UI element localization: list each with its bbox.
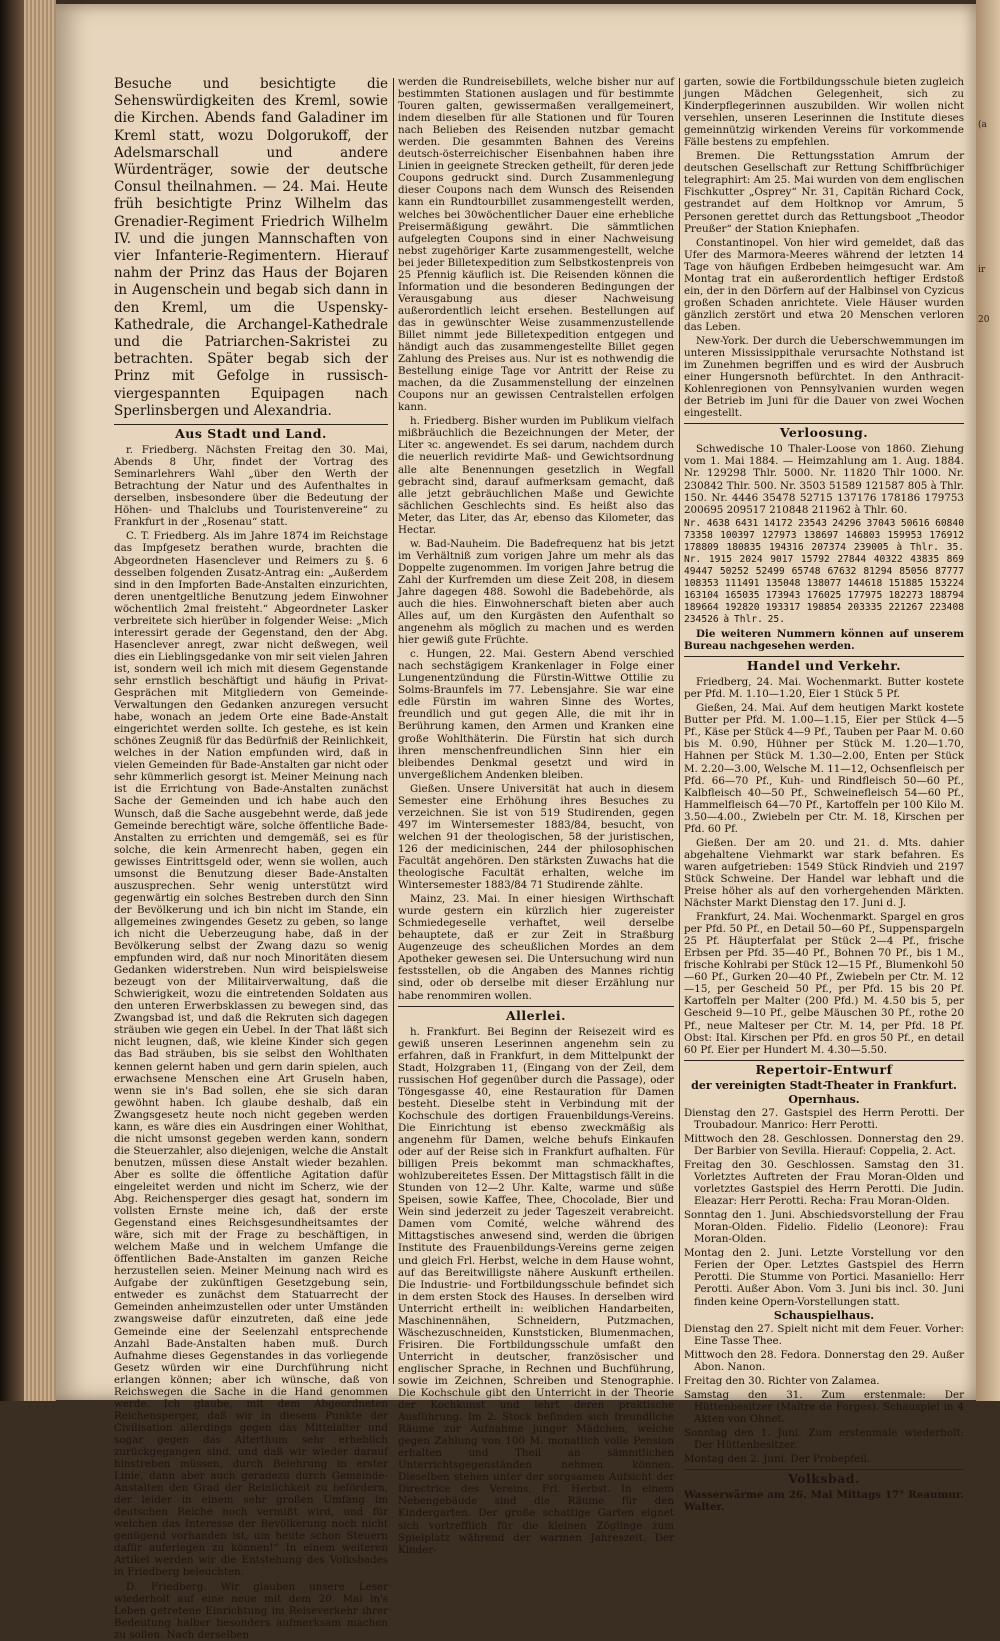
article: D. Friedberg. Wir glauben unsere Leser wiederholt auf eine neue mit dem 20. Mai in's Leben getretene Einrichtung im Reiseverkehr ihrer Bedeutung halber besonders aufmerksam machen zu sollen. Nach derselben bbox=[114, 1580, 388, 1641]
next-page-strip bbox=[976, 0, 1000, 1401]
article-continued: werden die Rundreisebillets, welche bisher nur auf bestimmten Stationen auslagen und für bestimmte Touren galten, gewissermaßen verallgemeinert, indem dieselben für alle Stationen und für Touren nach Belieben des Reisenden nutzbar gemacht werden. Die gesammten Bahnen des Vereins deutsch-österreichischer Eisenbahnen haben ihre Linien in geeignete Strecken getheilt, für deren jede Coupons gedruckt sind. Durch Zusammenlegung dieser Coupons nach dem Wunsch des Reisenden kann ein Rundtourbillet zusammengestellt werden, welches bei 30wöchentlicher Dauer eine erhebliche Preisermäßigung gewährt. Die sämmtlichen aufgelegten Coupons sind in einer Nachweisung nebst zugehöriger Karte zusammengestellt, welche bei jeder Billetexpedition zum Selbstkostenpreis von 25 Pfennig käuflich ist. Die Reisenden können die Information und die besonderen Bedingungen der Verausgabung aus dieser Nachweisung außerordentlich leicht ersehen. Bestellungen auf das in gewünschter Weise zusammenzustellende Billet nimmt jede Billetexpedition entgegen und händigt auch das zusammengestellte Billet gegen Zahlung des Preises aus. Nur ist es nothwendig die Bestellung einige Tage vor Antritt der Reise zu machen, da die Zusammenstellung der einzelnen Coupons nur an gewissen Centralstellen erfolgen kann. bbox=[398, 76, 674, 414]
market-report: Frankfurt, 24. Mai. Wochenmarkt. Spargel en gros per Pfd. 50 Pf., en Detail 50—60 Pf., Suppenspargeln 25 Pf. Häupterfalat per Stück 2—4 Pf., frische Erbsen per Pfd. 35—40 Pf., Bohnen 70 Pf., bis 1 M., frische Kohlrabi per Stück 12—15 Pf., Blumenkohl 50—60 Pf., Gurken 20—40 Pf., Zwiebeln per Ctr. M. 12—15, per Gescheid 50 Pf., per Pfd. 15 bis 20 Pf. Kartoffeln per Malter (200 Pfd.) M. 4.50 bis 5, per Gescheid 9—10 Pf., gelbe Mäuschen 30 Pf., rothe 20 Pf., neue Malteser per Ctr. M. 14, per Pfd. 18 Pf. Obst: Ital. Kirschen per Pfd. en gros 50 Pf., en detail 60 Pf. Eier per Hundert M. 4.30—5.50. bbox=[684, 911, 964, 1056]
schedule-entry: Dienstag den 27. Spielt nicht mit dem Feuer. Vorher: Eine Tasse Thee. bbox=[684, 1322, 964, 1347]
column-3 bbox=[684, 76, 964, 1514]
volksbad-note: Wasserwärme am 26. Mai Mittags 17° Reaumur. Walter. bbox=[684, 1489, 964, 1514]
schedule-entry: Sonntag den 1. Juni. Zum erstenmale wiederholt: Der Hüttenbesitzer. bbox=[684, 1426, 964, 1452]
page-stack-edge bbox=[24, 0, 56, 1401]
schedule-entry: Dienstag den 27. Gastspiel des Herrn Perotti. Der Troubadour. Manrico: Herr Perotti. bbox=[684, 1106, 964, 1131]
edge-fragment: ir bbox=[978, 265, 986, 275]
book-binding bbox=[0, 0, 24, 1401]
article: Bremen. Die Rettungsstation Amrum der deutschen Gesellschaft zur Rettung Schiffbrüchiger telegraphirt: Am 25. Mai wurden von dem englischen Fischkutter „Osprey“ Nr. 31, Capitän Richard Cock, gestrandet auf dem Holtknop vor Amrum, 5 Personen gerettet durch das Rettungsboot „Theodor Preußer“ der Station Kniephafen. bbox=[684, 150, 964, 235]
article: w. Bad-Nauheim. Die Badefrequenz hat bis jetzt im Verhältniß zum vorigen Jahre um mehr als das Doppelte zugenommen. Im vorigen Jahre betrug die Zahl der Kurfremden um diese Zeit 208, in diesem Jahre dagegen 488. Sowohl die Badebehörde, als auch die hies. Einwohnerschaft bieten aber auch Alles auf, um den Kurgästen den Aufenthalt so angenehm als möglich zu machen und es werden hier gewiß gute Früchte. bbox=[398, 537, 674, 647]
lottery-numbers: Nr. 4638 6431 14172 23543 24296 37043 50616 60840 73358 100397 127973 138697 146803 159953 176912 178809 180835 194316 207374 239005 à Thlr. 35. Nr. 1915 2024 9017 15792 27844 40322 43835 869 49447 50252 52499 65748 67632 81294 85056 87777 108353 111491 135048 138077 144618 151885 153224 163104 165035 173943 176025 177975 182273 188794 189664 192820 193317 198854 203335 221267 223408 234526 à Thlr. 25. bbox=[684, 517, 964, 626]
opernhaus-heading: Opernhaus. bbox=[788, 1092, 860, 1106]
column-rule bbox=[679, 78, 680, 1384]
lottery-note: Die weiteren Nummern können auf unserem Bureau nachgesehen werden. bbox=[684, 628, 964, 653]
section-heading-handel-und-verkehr: Handel und Verkehr. bbox=[684, 656, 964, 673]
article: c. Hungen, 22. Mai. Gestern Abend verschied nach sechstägigem Krankenlager in Folge einer Lungenentzündung die Fürstin-Wittwe Ottilie zu Solms-Braunfels im 77. Lebensjahre. Sie war eine edle Fürstin im wahren Sinne des Wortes, freundlich und gut gegen Alle, die mit ihr in Berührung kamen, den Armen und Kranken eine große Wohlthäterin. Die Fürstin hat sich durch ihren menschenfreundlichen Sinn hier ein bleibendes Denkmal gesetzt und wird in unvergeßlichem Andenken bleiben. bbox=[398, 648, 674, 781]
article-continued: garten, sowie die Fortbildungsschule bieten zugleich jungen Mädchen Gelegenheit, sich zu Kinderpflegerinnen auszubilden. Wir wollen nicht versehlen, unseren Leserinnen die Institute dieses gemeinnützig wirkenden Vereins für vorkommende Fälle bestens zu empfehlen. bbox=[684, 76, 964, 149]
schedule-entry: Freitag den 30. Geschlossen. Samstag den 31. Vorletztes Auftreten der Frau Moran-Olden und vorletztes Gastspiel des Herrn Perotti. Die Judin. Eleazar: Herr Perotti. Recha: Frau Moran-Olden. bbox=[684, 1158, 964, 1208]
market-report: Friedberg, 24. Mai. Wochenmarkt. Butter kostete per Pfd. M. 1.10—1.20, Eier 1 Stück 5 Pf. bbox=[684, 676, 964, 701]
schedule-entry: Mittwoch den 28. Geschlossen. Donnerstag den 29. Der Barbier von Sevilla. Hierauf: Coppelia, 2. Act. bbox=[684, 1132, 964, 1157]
repertoir-subtitle: der vereinigten Stadt-Theater in Frankfurt. bbox=[691, 1078, 957, 1092]
market-report: Gießen, 24. Mai. Auf dem heutigen Markt kostete Butter per Pfd. M. 1.00—1.15, Eier per Stück 4—5 Pf., Käse per Stück 4—9 Pf., Tauben per Paar M. 0.60 bis M. 0.90, Hühner per Stück M. 1.20—1.70, Hahnen per Stück M. 1.30—2.00, Enten per Stück M. 2.20—3.00, Welsche M. 11—12, Ochsenfleisch per Pfd. 66—70 Pf., Kuh- und Rindfleisch 50—60 Pf., Kalbfleisch 40—50 Pf., Schweinefleisch 54—60 Pf., Hammelfleisch 64—70 Pf., Kartoffeln per 100 Kilo M. 3.50—4.00., Zwiebeln per Ctr. M. 18, Kirschen per Pfd. 60 Pf. bbox=[684, 702, 964, 835]
edge-fragment: 20 bbox=[978, 315, 990, 325]
lottery-intro: Schwedische 10 Thaler-Loose von 1860. Ziehung vom 1. Mai 1884. — Heimzahlung am 1. Aug. 1884. Nr. 129298 Thlr. 5000. Nr. 11820 Thlr 1000. Nr. 230842 Thlr. 500. Nr. 3503 51589 121587 805 à Thlr. 150. Nr. 4446 35478 52715 137176 178186 179753 200695 209517 210848 211962 à Thlr. 60. bbox=[684, 443, 964, 516]
section-heading-volksbad: Volksbad. bbox=[684, 1469, 964, 1486]
section-heading-repertoir: Repertoir-Entwurf bbox=[684, 1060, 964, 1077]
article: Mainz, 23. Mai. In einer hiesigen Wirthschaft wurde gestern ein kürzlich hier zugereister Schmiedegeselle verhaftet, weil derselbe behauptete, daß er zur Zeit in Straßburg Augenzeuge des scheußlichen Mordes an dem Apotheker gewesen sei. Die Untersuchung wird nun festsstellen, ob die Angaben des Mannes richtig sind, oder ob derselbe mit dieser Erzählung nur habe renommiren wollen. bbox=[398, 893, 674, 1002]
schedule-entry: Samstag den 31. Zum erstenmale: Der Hüttenbesitzer (Maître de Forges). Schauspiel in 4 Akten von Ohnet. bbox=[684, 1388, 964, 1425]
article: r. Friedberg. Nächsten Freitag den 30. Mai, Abends 8 Uhr, findet der Vortrag des Seminarlehrers Wahl „über den Werth der Betrachtung der Natur und des Aufenthaltes in derselben, insbesondere über die Bedeutung der Höhen- und Thalclubs und Touristenvereine“ zu Frankfurt in der „Rosenau“ statt. bbox=[114, 444, 388, 529]
article: New-York. Der durch die Ueberschwemmungen im unteren Mississippithale verursachte Nothstand ist im Zunehmen begriffen und es wird der Ausbruch einer Hungersnoth befürchtet. In den Anthracit-Kohlenregionen von Pennsylvanien wurden wegen der Betrieb im Juni für die Dauer von zwei Wochen eingestellt. bbox=[684, 334, 964, 420]
schedule-entry: Freitag den 30. Richter von Zalamea. bbox=[684, 1374, 880, 1387]
column-rule bbox=[393, 78, 394, 1384]
article: C. T. Friedberg. Als im Jahre 1874 im Reichstage das Impfgesetz berathen wurde, brachten die Abgeordneten Hasenclever und Reimers zu §. 6 desselben folgenden Zusatz-Antrag ein: „Außerdem sind in den Impforten Bade-Anstalten einzurichten, deren unentgeltliche Benutzung jedem Einwohner wöchentlich 2mal freisteht.“ Abgeordneter Lasker verbreitete sich hierüber in folgender Weise: „Mich interessirt gerade der Gegenstand, den der Abg. Hasenclever anregt, zwar nicht deßwegen, weil dies ein Lieblingsgedanke von mir seit vielen Jahren ist, sondern weil ich mich mit diesem Gegenstande sehr ernstlich beschäftigt und häufig in Privat-Gesprächen mit Mitgliedern von Gemeinde-Verwaltungen den Gedanken anzuregen versucht habe, wonach an jedem Orte eine Bade-Anstalt eingerichtet werden sollte. Ich gestehe, es ist kein schönes Zeugniß für das Bedürfniß der Reinlichkeit, welches in der Nation empfunden wird, daß in vielen Gemeinden für Bade-Anstalten gar nicht oder sehr kümmerlich gesorgt ist. Meiner Meinung nach ist die Errichtung von Bade-Anstalten zunächst Sache der Gemeinden und ich habe auch den Wunsch, daß die Sache ausgebehnt werde, daß jede Gemeinde berechtigt wäre, solche öffentliche Bade-Anstalten zu errichten und demgemäß, sei es für solche, die kein Armenrecht haben, gegen ein gewisses Eintrittsgeld oder, wenn sie wollen, auch umsonst die Benutzung dieser Bade-Anstalten auszusprechen. Sehr wenig unterstützt wird gegenwärtig ein solches Bestreben durch den Sinn der Bevölkerung und ich bin nicht im Stande, ein allgemeines zwingendes Gesetz zu geben, so lange ich nicht die Ueberzeugung habe, daß in der Bevölkerung selbst der Zwang dazu so wenig empfunden wird, daß nur noch Minoritäten diesem Gedanken widerstreben. Nun wird beispielsweise bezeugt von der Militairverwaltung, daß die Schwierigkeit, wozu die eintretenden Soldaten aus den unteren Erwerbsklassen zu bewegen sind, das Zwangsbad ist, und daß die Rekruten sich dagegen sträuben wie gegen ein Uebel. In der That läßt sich nicht leugnen, daß, wie kleine Kinder sich gegen das Bad sträuben, bis sie selbst den Wohlthaten kennen gelernt haben und gern darin spielen, auch erwachsene Menschen eine Art Gruseln haben, wenn sie in's Bad sollen, ehe sie sich daran gewöhnt haben. Ich glaube deshalb, daß ein Zwangsgesetz heute noch nicht gegeben werden kann, es wäre dies ein Ausdringen einer Wohlthat, die nicht umsonst gegeben werden kann, sondern die Steuerzahler, also diejenigen, welche die Anstalt benutzen, müssen diese Anstalt wieder bezahlen. Aber es sollte die öffentliche Agitation dafür eingeleitet werden und nicht im Scherz, wie der Abg. Reichensperger dies gesagt hat, sondern im vollsten Ernste meine ich, daß der erste Gegenstand eines Reichsgesundheitsamtes der wäre, sich mit der Frage zu beschäftigen, in welchem Maße und in welchem Umfange die öffentlichen Bade-Anstalten im ganzen Reiche herzustellen seien. Meiner Meinung nach wird es Aufgabe der zukünftigen Gesetzgebung sein, entweder es zunächst dem Statuarrecht der Gemeinden anheimzustellen oder unter Umständen zwangsweise dafür einzutreten, daß eine jede Gemeinde eine der Seelenzahl entsprechende Anzahl Bade-Anstalten haben muß. Durch Aufnahme dieses Gegenstandes in das vorliegende Gesetz würden wir eine Durchführung nicht erlangen können; aber ich wünsche, daß von Reichswegen die Sache in die Hand genommen werde. Ich glaube, mit dem Abgeordneten Reichensperger, daß wir in diesem Punkte der Civilisation allerdings gegen das Mittelalter und sogar gegen das Alterthum sehr erheblich zurückgegangen sind, und daß wir wieder darauf hinstreben müssen, durch Belehrung in erster Linie, dann aber auch geradezu durch Gemeinde-Anstalten den Grad der Reinlichkeit zu befördern, der leider in einem sehr großen Umfang im deutschen Reiche noch vermißt wird, und für welchen das Interesse der Bevölkerung noch nicht genügend vorhanden ist, um heute schon Steuern dafür auferlegen zu können!“ In einem weiteren Artikel werden wir die Entstehung des Volksbades in Friedberg beleuchten. bbox=[114, 530, 389, 1579]
article: Constantinopel. Von hier wird gemeldet, daß das Ufer des Marmora-Meeres während der letzten 14 Tage von häufigen Erdbeben heimgesucht war. Am Montag trat ein außerordentlich heftiger Erdstoß ein, der in den Dörfern auf der Halbinsel von Cyzicus großen Schaden anrichtete. Viele Häuser wurden gänzlich zerstört und etwa 20 Menschen verloren das Leben. bbox=[684, 236, 964, 333]
lead-article: Besuche und besichtigte die Sehenswürdigkeiten des Kreml, sowie die Kirchen. Abends fand Galadiner im Kreml statt, wozu Dolgorukoff, der Adelsmarschall und andere Würdenträger, sowie der deutsche Consul theilnahmen. — 24. Mai. Heute früh besichtigte Prinz Wilhelm das Grenadier-Regiment Friedrich Wilhelm IV. und die jungen Mannschaften von vier Infanterie-Regimentern. Hierauf nahm der Prinz das Haus der Bojaren in Augenschein und begab sich dann in den Kreml, um die Uspensky-Kathedrale, die Archangel-Kathedrale und die Patriarchen-Sakristei zu betrachten. Später begab sich der Prinz mit Gefolge in russisch-viergespannten Equipagen nach Sperlinsbergen und Alexandria. bbox=[114, 76, 388, 419]
column-1 bbox=[114, 76, 389, 1641]
column-2 bbox=[398, 76, 674, 1556]
edge-fragment: (a bbox=[978, 120, 987, 130]
article: h. Friedberg. Bisher wurden im Publikum vielfach mißbräuchlich die Bezeichnungen der Meter, der Liter ꝛc. angewendet. Es sei darum, nachdem durch die neuerlich revidirte Maß- und Gewichtsordnung alle alte Benennungen gesetzlich in Wegfall gebracht sind, darauf aufmerksam gemacht, daß alle jetzt gebräuchlichen Maße und Gewichte sächlichen Geschlechts sind. Es heißt also das Meter, das Liter, das Ar, ebenso das Kilometer, das Hectar. bbox=[398, 415, 674, 536]
article: Gießen. Unsere Universität hat auch in diesem Semester eine Erhöhung ihres Besuches zu verzeichnen. Sie ist von 519 Studirenden, gegen 497 im Wintersemester 1883/84, besucht, von welchen 91 der theologischen, 58 der juristischen, 126 der medicinischen, 244 der philosophischen Facultät angehören. Den stärksten Zuwachs hat die theologische Facultät erhalten, welche im Wintersemester 1883/84 71 Studirende zählte. bbox=[398, 782, 674, 892]
schedule-entry: Montag den 2. Juni. Letzte Vorstellung vor den Ferien der Oper. Letztes Gastspiel des Herrn Perotti. Die Stumme von Portici. Masaniello: Herr Perotti. Außer Abon. Vom 3. Juni bis incl. 30. Juni finden keine Opern-Vorstellungen statt. bbox=[684, 1247, 964, 1308]
schedule-entry: Mittwoch den 28. Fedora. Donnerstag den 29. Außer Abon. Nanon. bbox=[684, 1348, 964, 1373]
schedule-entry: Montag den 2. Juni. Der Probepfeil. bbox=[684, 1453, 871, 1466]
section-heading-allerlei: Allerlei. bbox=[398, 1006, 674, 1023]
section-heading-aus-stadt-und-land: Aus Stadt und Land. bbox=[114, 424, 388, 441]
market-report: Gießen. Der am 20. und 21. d. Mts. dahier abgehaltene Viehmarkt war stark befahren. Es waren aufgetrieben: 1549 Stück Rindvieh und 2197 Stück Schweine. Der Handel war lebhaft und die Preise höher als auf den vorhergehenden Märkten. Nächster Markt Dienstag den 17. Juni d. J. bbox=[684, 836, 964, 910]
schedule-entry: Sonntag den 1. Juni. Abschiedsvorstellung der Frau Moran-Olden. Fidelio. Fidelio (Leonore): Frau Moran-Olden. bbox=[684, 1209, 964, 1246]
section-heading-verloosung: Verloosung. bbox=[684, 423, 964, 440]
article: h. Frankfurt. Bei Beginn der Reisezeit wird es gewiß unseren Leserinnen angenehm sein zu erfahren, daß in Frankfurt, in dem Mittelpunkt der Stadt, Holzgraben 11, (Eingang von der Zeil, dem russischen Hof gegenüber durch die Passage), oder Töngesgasse 40, eine Restauration für Damen besteht. Dieselbe steht in Verbindung mit der Kochschule des dortigen Frauenbildungs-Vereins. Die Einrichtung ist ebenso zweckmäßig als angenehm für Damen, welche behufs Einkaufen oder auf der Reise sich in Frankfurt aufhalten. Für billigen Preis bekommt man schmackhaftes, wohlzubereitetes Essen. Der Mittagstisch fällt in die Stunden von 12—2 Uhr. Kalte, warme und süße Speisen, sowie Kaffee, Thee, Chocolade, Bier und Wein sind jederzeit zu jeder Tageszeit verabreicht. Damen vom Comité, welche während des Mittagstisches anwesend sind, werden die übrigen Institute des Frauenbildungs-Vereins gerne zeigen und gleich Frl. Herbst, welche in dem Hause wohnt, auf das Bereitwilligste nähere Auskunft ertheilen. Die Industrie- und Fortbildungsschule befindet sich in dem ersten Stock des Hauses. In derselben wird Unterricht ertheilt in: weiblichen Handarbeiten, Maschinennähen, Schneidern, Putzmachen, Wäschezuschneiden, Kunststicken, Blumenmachen, Frisiren. Die Fortbildungsschule umfaßt den Unterricht in deutscher, französischer und englischer Sprache, in Rechnen und Buchführung, sowie im Zeichnen, Schreiben und Stenographie. Die Kochschule gibt den Unterricht in der Theorie der Kochkunst und lehrt deren praktische Ausführung. Im 2. Stock befinden sich freundliche Räume zur Aufnahme junger Mädchen, welche gegen Zahlung von 100 M. monatlich volle Pension erhalten und Theil an sämmtlichen Unterrichtsgegenständen nehmen können. Dieselben stehen unter der sorgsamen Aufsicht der Directrice des Vereins, Frl. Herbst. In einem Nebengebäude sind die Räume für den Kindergarten. Der große schattige Garten eignet sich vortrefflich für die kleinen Zöglinge zum Spielplatz während der warmen Jahreszeit. Der Kinder- bbox=[398, 1025, 674, 1556]
schauspielhaus-heading: Schauspielhaus. bbox=[773, 1308, 875, 1322]
